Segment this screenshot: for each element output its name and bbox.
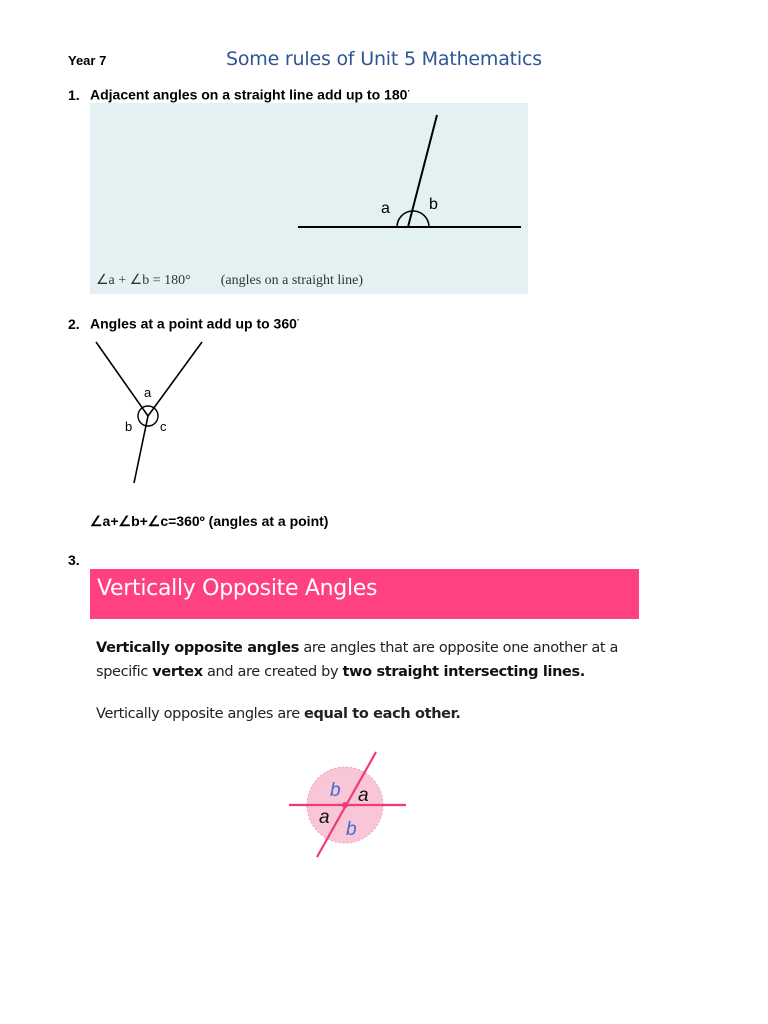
rule-1-text: Adjacent angles on a straight line add up to 180 bbox=[90, 86, 408, 103]
vertically-opposite-definition bbox=[96, 637, 656, 684]
rule-1-equation-note: (angles on a straight line) bbox=[220, 273, 364, 288]
rule-1-number: 1. bbox=[68, 86, 80, 103]
straight-line-diagram-panel bbox=[90, 103, 528, 294]
rule-2-equation: ∠a+∠b+∠c=360º (angles at a point) bbox=[90, 513, 329, 529]
angle-arc bbox=[397, 211, 429, 227]
angles-at-point-diagram bbox=[90, 336, 220, 491]
banner-title: Vertically Opposite Angles bbox=[97, 576, 378, 601]
equal-bold: equal to each other. bbox=[304, 706, 461, 722]
angle-label-a: a bbox=[144, 385, 152, 400]
def-bold-2: vertex bbox=[152, 663, 203, 680]
vertex-point bbox=[342, 802, 348, 808]
rule-2-text: Angles at a point add up to 360 bbox=[90, 315, 297, 332]
def-bold-1: Vertically opposite angles bbox=[96, 640, 300, 656]
angle-label-right-a: a bbox=[358, 785, 369, 806]
rule-1-equation-main: ∠a + ∠b = 180° bbox=[96, 273, 191, 288]
vertically-opposite-banner bbox=[90, 569, 639, 619]
rule-2-number: 2. bbox=[68, 315, 80, 332]
ray-1 bbox=[96, 342, 148, 416]
straight-line-diagram bbox=[90, 103, 528, 294]
rule-1-heading bbox=[68, 86, 410, 103]
rule-1-equation bbox=[96, 272, 363, 289]
rule-2-degree: · bbox=[296, 315, 300, 325]
angle-label-b: b bbox=[429, 196, 438, 213]
equal-text: Vertically opposite angles are bbox=[96, 706, 305, 722]
year-label: Year 7 bbox=[68, 53, 107, 68]
angle-label-c: c bbox=[160, 419, 167, 434]
page-title: Some rules of Unit 5 Mathematics bbox=[226, 48, 542, 70]
angle-label-top-b: b bbox=[330, 780, 341, 801]
angle-label-b: b bbox=[125, 419, 133, 434]
rule-2-heading bbox=[68, 315, 300, 332]
angle-label-a: a bbox=[381, 200, 390, 217]
ray-2 bbox=[148, 342, 202, 416]
vertically-opposite-equal-note bbox=[96, 706, 461, 722]
def-text-2: and are created by bbox=[202, 663, 343, 680]
def-bold-3: two straight intersecting lines. bbox=[342, 663, 585, 680]
vertically-opposite-diagram bbox=[285, 748, 410, 860]
def-text-1: are angles that are opposite one another at a specific bbox=[96, 640, 619, 680]
rule-1-degree: · bbox=[407, 86, 411, 96]
angle-label-left-a: a bbox=[319, 807, 330, 828]
rule-3-number: 3. bbox=[68, 552, 80, 568]
angle-label-bottom-b: b bbox=[346, 819, 357, 840]
